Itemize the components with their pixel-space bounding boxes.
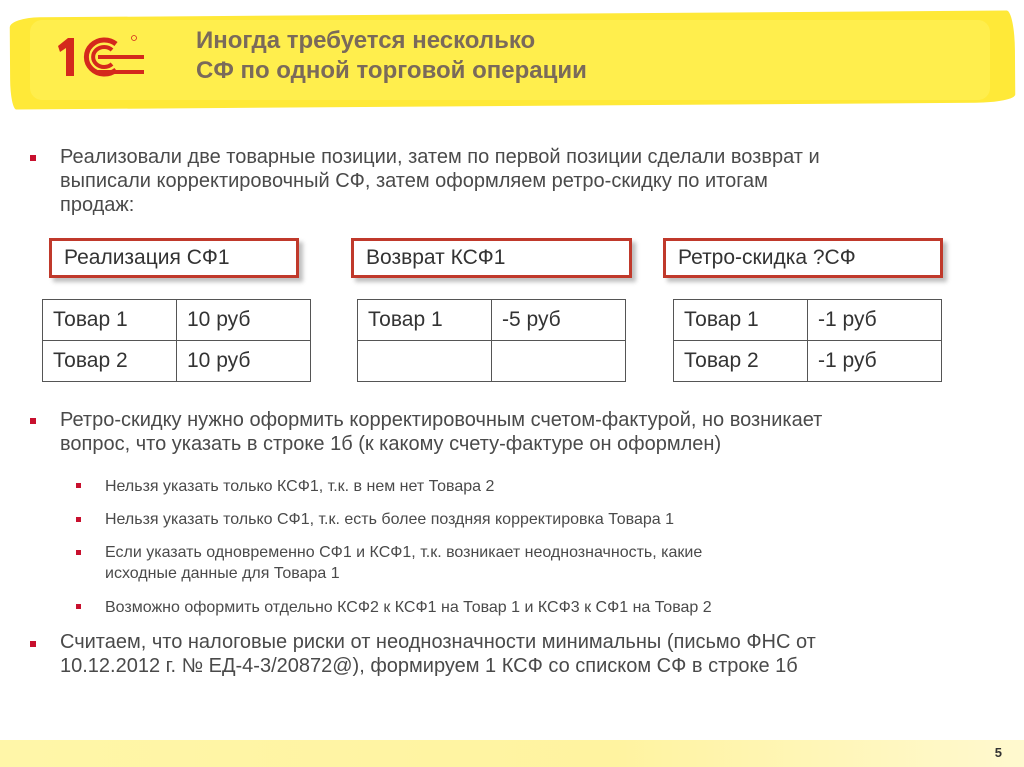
subpoint-1 bbox=[105, 476, 985, 497]
subpoint-1-text: Нельзя указать только КСФ1, т.к. в нем нет Товара 2 bbox=[105, 478, 495, 495]
table-row bbox=[358, 341, 626, 382]
table-row bbox=[358, 300, 626, 341]
table-retro-discount bbox=[673, 299, 942, 382]
table-row bbox=[674, 300, 942, 341]
table-cell: Товар 2 bbox=[674, 341, 808, 382]
subpoint-2-text: Нельзя указать только СФ1, т.к. есть более поздняя корректировка Товара 1 bbox=[105, 511, 674, 528]
bullet-square bbox=[30, 641, 36, 647]
table-row bbox=[43, 341, 311, 382]
table-cell: Товар 2 bbox=[43, 341, 177, 382]
sub-bullet-square bbox=[76, 550, 81, 555]
intro-line-1: Реализовали две товарные позиции, затем по первой позиции сделали возврат и bbox=[60, 146, 820, 168]
point2-line-2: вопрос, что указать в строке 1б (к какому счету-фактуре он оформлен) bbox=[60, 433, 722, 455]
title-line-1: Иногда требуется несколько bbox=[196, 27, 536, 54]
subpoint-4-text: Возможно оформить отдельно КСФ2 к КСФ1 на Товар 1 и КСФ3 к СФ1 на Товар 2 bbox=[105, 599, 712, 616]
box-header-retro-discount: Ретро-скидка ?СФ bbox=[663, 238, 943, 278]
subpoint-4 bbox=[105, 597, 985, 618]
bullet-square bbox=[30, 418, 36, 424]
1c-logo bbox=[54, 32, 154, 82]
point3-line-1: Считаем, что налоговые риски от неоднозначности минимальны (письмо ФНС от bbox=[60, 631, 816, 653]
point2-paragraph bbox=[60, 408, 1000, 456]
page-title bbox=[196, 26, 956, 86]
intro-line-2: выписали корректировочный СФ, затем оформляем ретро-скидку по итогам bbox=[60, 170, 768, 192]
table-cell: Товар 1 bbox=[358, 300, 492, 341]
box-header-return: Возврат КСФ1 bbox=[351, 238, 632, 278]
table-return bbox=[357, 299, 626, 382]
title-line-2: СФ по одной торговой операции bbox=[196, 57, 587, 84]
subpoint-3-line-2: исходные данные для Товара 1 bbox=[105, 565, 340, 582]
table-cell bbox=[492, 341, 626, 382]
table-cell: -5 руб bbox=[492, 300, 626, 341]
bullet-square bbox=[30, 155, 36, 161]
point3-paragraph bbox=[60, 630, 1000, 678]
table-row bbox=[43, 300, 311, 341]
intro-line-3: продаж: bbox=[60, 194, 135, 216]
subpoint-3-line-1: Если указать одновременно СФ1 и КСФ1, т.к. возникает неоднозначность, какие bbox=[105, 544, 703, 561]
sub-bullet-square bbox=[76, 483, 81, 488]
table-cell bbox=[358, 341, 492, 382]
intro-paragraph bbox=[60, 145, 1000, 217]
footer-highlight bbox=[0, 740, 1024, 767]
point3-line-2: 10.12.2012 г. № ЕД-4-3/20872@), формируем 1 КСФ со списком СФ в строке 1б bbox=[60, 655, 798, 677]
point2-line-1: Ретро-скидку нужно оформить корректировочным счетом-фактурой, но возникает bbox=[60, 409, 823, 431]
sub-bullet-square bbox=[76, 604, 81, 609]
box-header-realization: Реализация СФ1 bbox=[49, 238, 299, 278]
table-cell: Товар 1 bbox=[43, 300, 177, 341]
subpoint-2 bbox=[105, 509, 985, 530]
subpoint-3 bbox=[105, 542, 985, 584]
table-cell: -1 руб bbox=[808, 300, 942, 341]
table-cell: 10 руб bbox=[177, 341, 311, 382]
table-cell: Товар 1 bbox=[674, 300, 808, 341]
sub-bullet-square bbox=[76, 517, 81, 522]
1c-logo-icon bbox=[54, 32, 154, 82]
page-number: 5 bbox=[994, 745, 1002, 760]
table-cell: -1 руб bbox=[808, 341, 942, 382]
table-realization bbox=[42, 299, 311, 382]
table-row bbox=[674, 341, 942, 382]
table-cell: 10 руб bbox=[177, 300, 311, 341]
